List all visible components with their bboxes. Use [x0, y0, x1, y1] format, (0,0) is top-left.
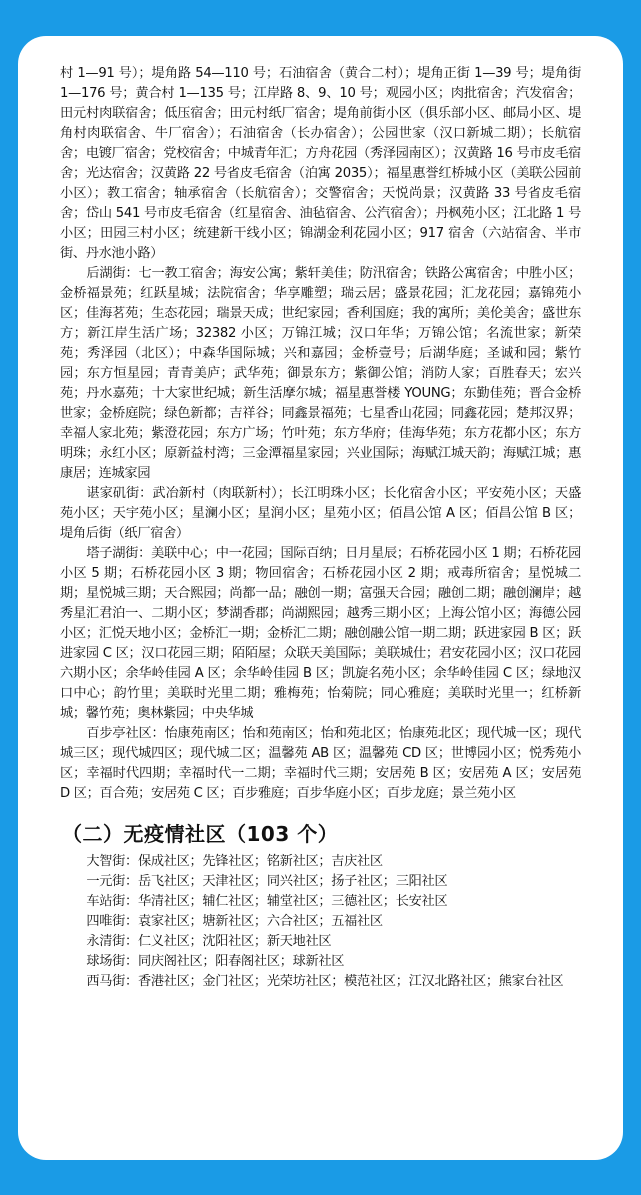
list-item: 大智街：保成社区；先锋社区；铭新社区；吉庆社区: [86, 854, 383, 869]
list-item: 永清街：仁义社区；沈阳社区；新天地社区: [86, 934, 332, 949]
section-title: （二）无疫情社区（103 个）: [62, 822, 339, 846]
list-item: 一元街：岳飞社区；天津社区；同兴社区；扬子社区；三阳社区: [86, 874, 448, 889]
list-item: 车站街：华清社区；辅仁社区；辅堂社区；三德社区；长安社区: [86, 894, 448, 909]
no-epidemic-list: [60, 852, 581, 992]
document-card: [18, 36, 623, 1160]
list-item: 西马街：香港社区；金门社区；光荣坊社区；模范社区；江汉北路社区；熊家台社区: [86, 974, 564, 989]
chenjiaji-paragraph: 谌家矶街：武冶新村（肉联新村）；长江明珠小区；长化宿舍小区；平安苑小区；天盛苑小区；天宇苑小区；星澜小区；星润小区；星苑小区；佰昌公馆 A 区；佰昌公馆 B 区；堤角后街（纸厂宿舍）: [60, 486, 581, 541]
houhu-paragraph: 后湖街：七一教工宿舍；海安公寓；紫轩美佳；防汛宿舍；铁路公寓宿舍；中胜小区；金桥福景苑；红跃星城；法院宿舍；华享雕塑；瑞云居；盛景花园；汇龙花园；嘉锦苑小区；佳海茗苑；生态花园；瑞景天成；世纪家园；香利国庭；我的寓所；美伦美舍；盛世东方；新江岸生活广场；32382 小区；万锦江城；汉口年华；万锦公馆；名流世家；新荣苑；秀泽园（北区）；中森华国际城；兴和嘉园；金桥壹号；后湖华庭；圣诚和园；紫竹园；东方恒星园；青青美庐；武华苑；御景东方；紫御公馆；消防人家；百胜春天；宏兴苑；丹水嘉苑；十大家世纪城；新生活摩尔城；福星惠誉楼 YOUNG；东勤佳苑；晋合金桥世家；金桥庭院；绿色新都；吉祥谷；同鑫景福苑；七星香山花园；同鑫花园；楚邦汉界；幸福人家北苑；紫澄花园；东方广场；竹叶苑；东方华府；佳海华苑；东方花都小区；东方明珠；永红小区；原新益村湾；三金潭福星家园；兴业国际；海赋江城天韵；海赋江城；惠康居；连城家园: [60, 266, 581, 481]
baibuting-paragraph: 百步亭社区：怡康苑南区；怡和苑南区；怡和苑北区；怡康苑北区；现代城一区；现代城三区；现代城四区；现代城二区；温馨苑 AB 区；温馨苑 CD 区；世博园小区；悦秀苑小区；幸福时代四期；幸福时代一二期；幸福时代三期；安居苑 B 区；安居苑 A 区；安居苑 D 区；百合苑；安居苑 C 区；百步雅庭；百步华庭小区；百步龙庭；景兰苑小区: [60, 726, 581, 801]
list-item: 四唯街：袁家社区；塘新社区；六合社区；五福社区: [86, 914, 383, 929]
continuation-paragraph: 村 1—91 号）；堤角路 54—110 号；石油宿舍（黄合二村）；堤角正街 1—39 号；堤角街 1—176 号；黄合村 1—135 号；江岸路 8、9、10 号；观园小区；肉批宿舍；汽发宿舍；田元村肉联宿舍；低压宿舍；田元村纸厂宿舍；堤角前街小区（俱乐部小区、邮局小区、堤角村肉联宿舍、牛厂宿舍）；石油宿舍（长办宿舍）；公园世家（汉口新城二期）；长航宿舍；电镀厂宿舍；党校宿舍；中城青年汇；方舟花园（秀泽园南区）；汉黄路 16 号市皮毛宿舍；光达宿舍；汉黄路 22 号省皮毛宿舍（泊寓 2035）；福星惠誉红桥城小区（美联公园前小区）；教工宿舍；轴承宿舍（长航宿舍）；交警宿舍；天悦尚景；汉黄路 33 号省皮毛宿舍；岱山 541 号市皮毛宿舍（红星宿舍、油毡宿舍、公汽宿舍）；丹枫苑小区；江北路 1 号小区；田园三村小区；统建新干线小区；锦湖金利花园小区；917 宿舍（六站宿舍、半市街、丹水池小路）: [60, 66, 581, 261]
list-item: 球场街：同庆阁社区；阳春阁社区；球新社区: [86, 954, 345, 969]
tazihu-paragraph: 塔子湖街：美联中心；中一花园；国际百纳；日月星辰；石桥花园小区 1 期；石桥花园小区 5 期；石桥花园小区 3 期；物回宿舍；石桥花园小区 2 期；戒毒所宿舍；星悦城二期；星悦城三期；天合熙园；尚都一品；融创一期；富强天合园；融创二期；融创澜岸；越秀星汇君泊一、二期小区；梦湖香郡；尚湖熙园；越秀三期小区；上海公馆小区；海德公园小区；汇悦天地小区；金桥汇一期；金桥汇二期；融创融公馆一期二期；跃进家园 B 区；跃进家园 C 区；汉口花园三期；陌陌屋；众联天美国际；美联城仕；君安花园小区；汉口花园六期小区；余华岭佳园 A 区；余华岭佳园 B 区；凯旋名苑小区；余华岭佳园 C 区；绿地汉口中心；韵竹里；美联时光里二期；雅梅苑；怡菊院；同心雅庭；美联时光里一；红桥新城；馨竹苑；奥林紫园；中央华城: [60, 546, 581, 721]
